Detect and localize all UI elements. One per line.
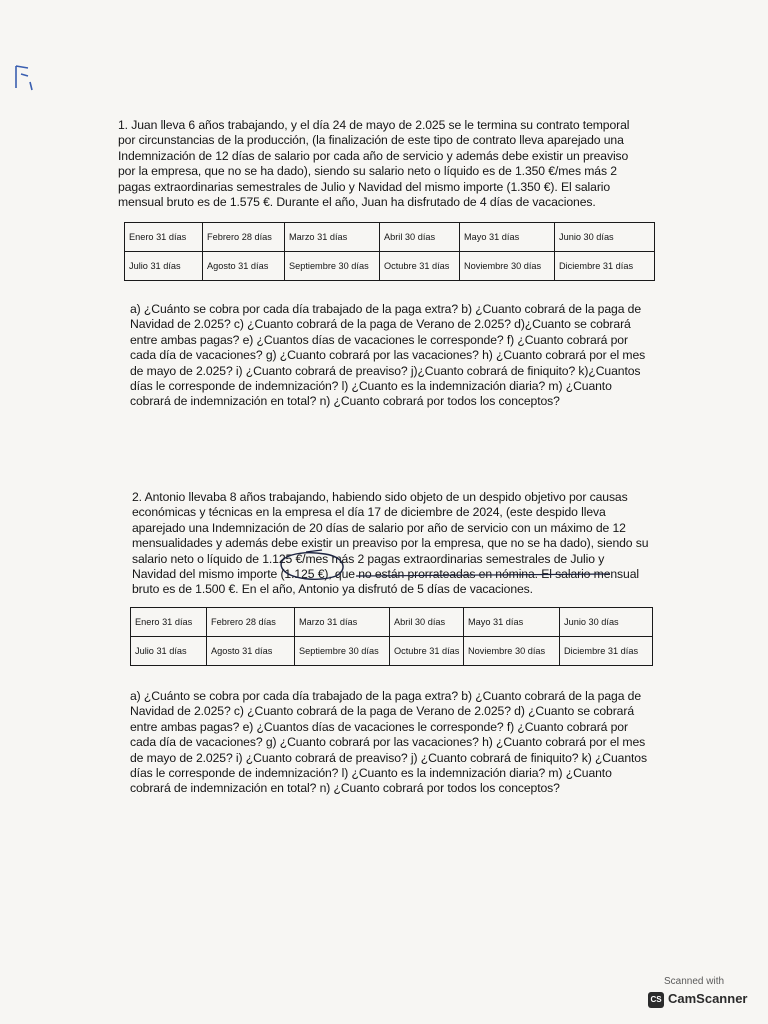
question-line: cada día de vacaciones? g) ¿Cuanto cobrará por las vacaciones? h) ¿Cuanto cobrará por el mes	[130, 348, 646, 363]
table-cell: Marzo 31 días	[285, 223, 380, 252]
camscanner-watermark	[644, 976, 756, 1012]
question-line: a) ¿Cuánto se cobra por cada día trabajado de la paga extra? b) ¿Cuanto cobrará de la paga de	[130, 302, 642, 316]
statement-line: salario neto o líquido de 1.125 €/mes más 2 pagas extraordinarias semestrales de Julio y	[132, 551, 605, 566]
margin-pen-mark	[12, 62, 34, 92]
table-row	[131, 608, 653, 637]
statement-line: por circunstancias de la producción, (la finalización de este tipo de contrato lleva aparejado una	[118, 133, 624, 148]
table-cell: Noviembre 30 días	[460, 252, 555, 281]
problem-2-month-table	[130, 607, 653, 666]
table-cell: Agosto 31 días	[207, 637, 295, 666]
problem-1-month-table	[124, 222, 655, 281]
table-cell: Agosto 31 días	[203, 252, 285, 281]
table-cell: Julio 31 días	[125, 252, 203, 281]
statement-line: Navidad del mismo importe (1.125 €), que no están prorrateadas en nómina. El salario mensual	[132, 567, 640, 582]
question-line: entre ambas pagas? e) ¿Cuantos días de vacaciones le corresponde? f) ¿Cuanto cobrará por	[130, 332, 628, 347]
statement-line: aparejado una Indemnización de 20 días de salario por año de servicio con un máximo de 12	[132, 520, 626, 535]
pen-annotation	[270, 548, 630, 588]
table-cell: Abril 30 días	[380, 223, 460, 252]
statement-line: pagas extraordinarias semestrales de Julio y Navidad del mismo importe (1.350 €). El salario	[118, 179, 611, 194]
statement-line: Indemnización de 12 días de salario por cada año de servicio y además debe existir un preaviso	[118, 148, 629, 163]
table-row	[125, 223, 655, 252]
statement-line: bruto es de 1.500 €. En el año, Antonio ya disfrutó de 5 días de vacaciones.	[132, 582, 533, 597]
camscanner-logo-icon: CS	[648, 992, 664, 1008]
table-cell: Junio 30 días	[560, 608, 653, 637]
question-line: cobrará de indemnización en total? n) ¿Cuanto cobrará por todos los conceptos?	[130, 781, 560, 796]
statement-line: por la empresa, que no se ha dado), siendo su salario neto o líquido es de 1.350 €/mes más 2	[118, 164, 617, 179]
table-row	[131, 637, 653, 666]
table-cell: Enero 31 días	[131, 608, 207, 637]
table-cell: Enero 31 días	[125, 223, 203, 252]
table-cell: Septiembre 30 días	[295, 637, 390, 666]
table-cell: Mayo 31 días	[460, 223, 555, 252]
camscanner-brand: CamScanner	[668, 991, 748, 1006]
question-line: de mayo de 2.025? i) ¿Cuanto cobrará de preaviso? j) ¿Cuanto cobrará de finiquito? k) ¿Cuantos	[130, 750, 647, 765]
scanned-with-label: Scanned with	[664, 976, 725, 987]
problem-2-questions	[130, 689, 656, 797]
table-cell: Septiembre 30 días	[285, 252, 380, 281]
table-cell: Mayo 31 días	[464, 608, 560, 637]
table-cell: Octubre 31 días	[380, 252, 460, 281]
question-line: de mayo de 2.025? i) ¿Cuanto cobrará de preaviso? j)¿Cuanto cobrará de finiquito? k)¿Cuantos	[130, 363, 641, 378]
statement-line: económicas y técnicas en la empresa el día 17 de diciembre de 2024, (este despido lleva	[132, 505, 606, 520]
table-cell: Marzo 31 días	[295, 608, 390, 637]
table-cell: Abril 30 días	[390, 608, 464, 637]
problem-1-questions	[130, 302, 656, 410]
question-line: cada día de vacaciones? g) ¿Cuanto cobrará por las vacaciones? h) ¿Cuanto cobrará por el mes	[130, 735, 646, 750]
table-cell: Febrero 28 días	[203, 223, 285, 252]
table-cell: Octubre 31 días	[390, 637, 464, 666]
table-cell: Febrero 28 días	[207, 608, 295, 637]
table-cell: Julio 31 días	[131, 637, 207, 666]
question-line: entre ambas pagas? e) ¿Cuantos días de vacaciones le corresponde? f) ¿Cuanto cobrará por	[130, 719, 628, 734]
question-line: Navidad de 2.025? c) ¿Cuanto cobrará de la paga de Verano de 2.025? d) ¿Cuanto se cobrará	[130, 704, 634, 719]
problem-1-statement	[118, 118, 658, 210]
statement-line: mensual bruto es de 1.575 €. Durante el año, Juan ha disfrutado de 4 días de vacaciones.	[118, 195, 596, 210]
table-cell: Noviembre 30 días	[464, 637, 560, 666]
question-line: días le corresponde de indemnización? l) ¿Cuanto es la indemnización diaria? m) ¿Cuanto	[130, 379, 612, 394]
question-line: a) ¿Cuánto se cobra por cada día trabajado de la paga extra? b) ¿Cuanto cobrará de la paga de	[130, 689, 642, 703]
statement-line: mensualidades y además debe existir un preaviso por la empresa, que no se ha dado), siendo su	[132, 536, 649, 551]
question-line: días le corresponde de indemnización? l) ¿Cuanto es la indemnización diaria? m) ¿Cuanto	[130, 766, 612, 781]
table-cell: Diciembre 31 días	[555, 252, 655, 281]
table-cell: Diciembre 31 días	[560, 637, 653, 666]
statement-line: 1. Juan lleva 6 años trabajando, y el día 24 de mayo de 2.025 se le termina su contrato temporal	[118, 118, 630, 132]
question-line: Navidad de 2.025? c) ¿Cuanto cobrará de la paga de Verano de 2.025? d)¿Cuanto se cobrará	[130, 317, 631, 332]
statement-line: 2. Antonio llevaba 8 años trabajando, habiendo sido objeto de un despido objetivo por causas	[132, 490, 628, 504]
table-cell: Junio 30 días	[555, 223, 655, 252]
question-line: cobrará de indemnización en total? n) ¿Cuanto cobrará por todos los conceptos?	[130, 394, 560, 409]
table-row	[125, 252, 655, 281]
